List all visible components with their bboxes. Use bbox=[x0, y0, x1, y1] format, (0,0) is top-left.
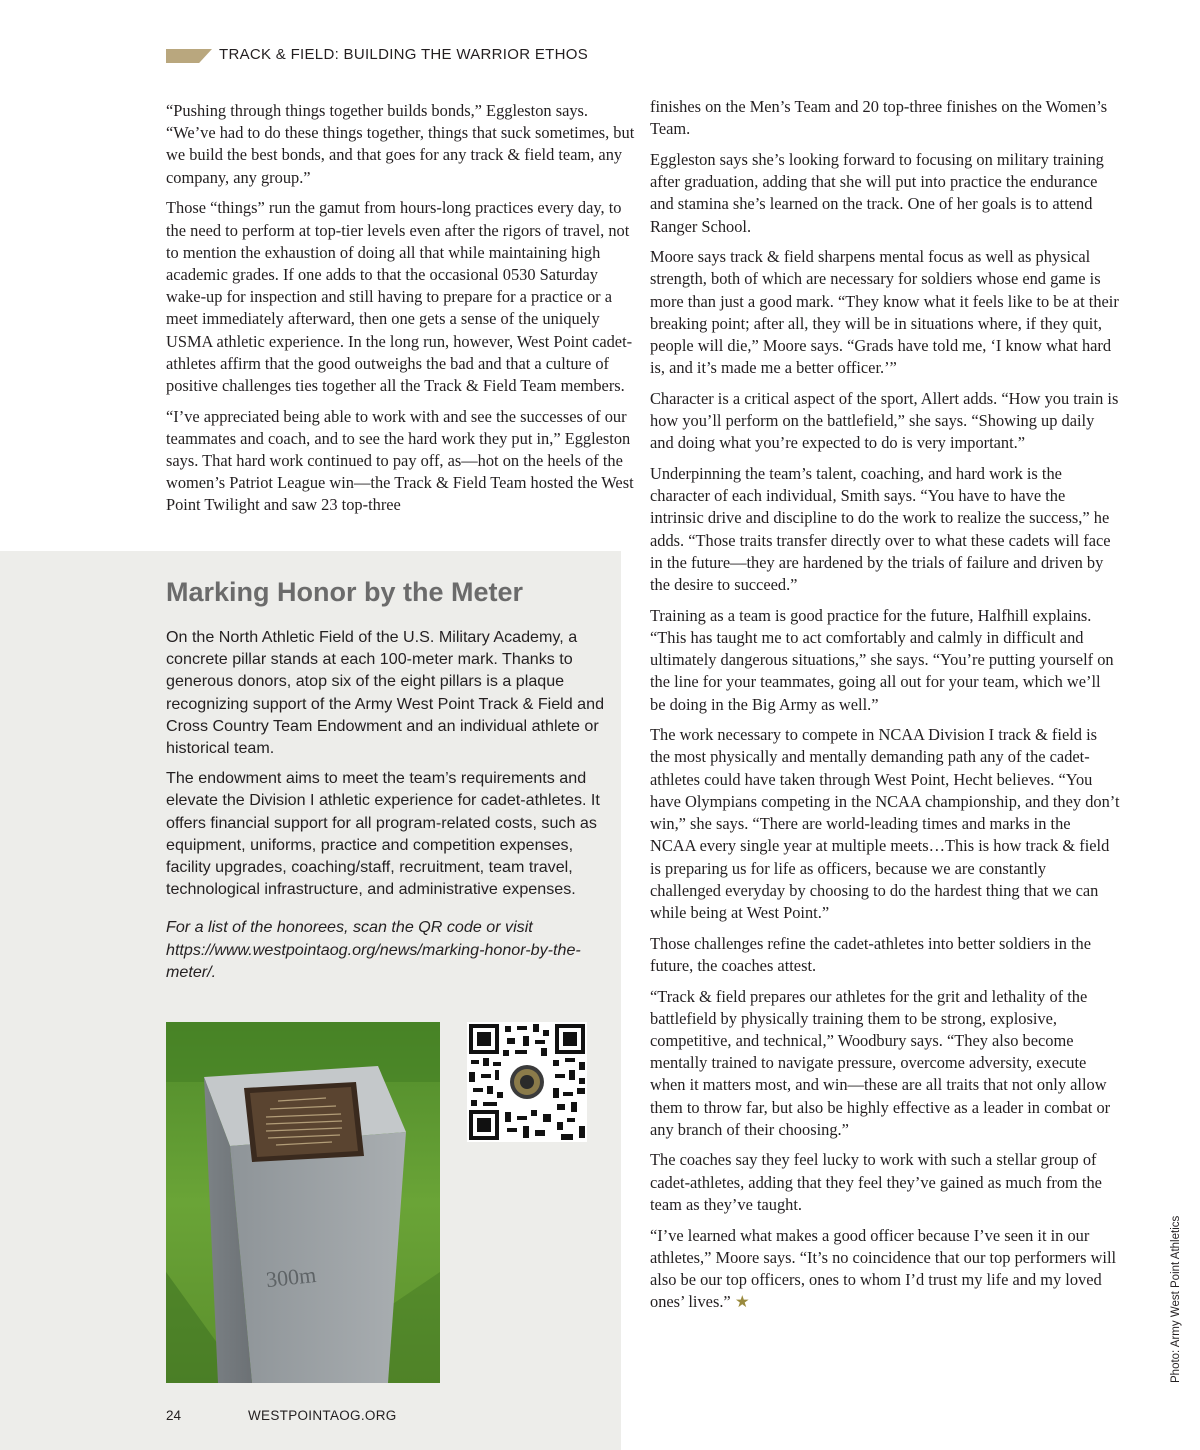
photo-credit: Photo: Army West Point Athletics bbox=[1170, 1215, 1182, 1383]
right-paragraph-8: Those challenges refine the cadet-athletes into better soldiers in the future, the coaches attest. bbox=[650, 933, 1092, 975]
right-paragraph-3: Moore says track & field sharpens mental focus as well as physical strength, both of which are necessary for soldiers whose end game is more than just a good mark. “They know what it feels like to be at their breaking point; after all, they will be in situations where, if they quit, people will die,” Moore says. “Grads have told me, ‘I know what hard is, and it’s made me a better officer.’” bbox=[650, 247, 1119, 378]
sidebar-paragraph-1: On the North Athletic Field of the U.S. Military Academy, a concrete pillar stands at each 100-meter mark. Thanks to generous donors, atop six of the eight pillars is a plaque recognizing support of the Army West Point Track & Field and Cross Country Team Endowment and an individual athlete or historical team. bbox=[166, 628, 605, 758]
right-column bbox=[650, 96, 1120, 1322]
left-column bbox=[166, 100, 638, 525]
right-paragraph-4: Character is a critical aspect of the sport, Allert adds. “How you train is how you’ll perform on the battlefield,” she says. “Showing up daily and doing what you’re expected to do is very important.” bbox=[650, 388, 1119, 453]
header-accent-bar bbox=[166, 49, 212, 63]
final-quote-text: “I’ve learned what makes a good officer because I’ve seen it in our athletes,” Moore says. “It’s no coincidence that our top performers will also be our top officers, ones to whom I’d trust my life and my loved ones’ lives.” bbox=[650, 1225, 1117, 1312]
right-paragraph-2: Eggleston says she’s looking forward to focusing on military training after graduation, adding that she will put into practice the endurance and stamina she’s learned on the track. One of her goals is to attend Ranger School. bbox=[650, 149, 1104, 236]
sidebar-title: Marking Honor by the Meter bbox=[166, 577, 524, 607]
right-paragraph-9: “Track & field prepares our athletes for the grit and lethality of the battlefield by physically training them to be strong, explosive, competitive, and technical,” Woodbury says. “They also become mentally trained to navigate pressure, overcome adversity, execute when it matters most, and win—these are all traits that not only allow them to throw far, but also be highly effective as a leader in combat or any branch of their choosing.” bbox=[650, 986, 1111, 1139]
right-paragraph-6: Training as a team is good practice for the future, Halfhill explains. “This has taught me to act comfortably and calmly in difficult and ultimately dangerous situations,” she says. “You’re putting yourself on the line for your teammates, going all out for your team, which we’ll be doing in the Big Army as well.” bbox=[650, 605, 1114, 714]
right-paragraph-10: The coaches say they feel lucky to work with such a stellar group of cadet-athletes, adding that they feel they’ve gained as much from the team as they’ve taught. bbox=[650, 1150, 1102, 1214]
page-number: 24 bbox=[166, 1408, 182, 1423]
section-header: TRACK & FIELD: BUILDING THE WARRIOR ETHOS bbox=[219, 46, 589, 63]
pillar-photo bbox=[166, 1022, 440, 1383]
left-paragraph-2: Those “things” run the gamut from hours-long practices every day, to the need to perform at top-tier levels even after the rigors of travel, not to mention the exhaustion of doing all that while maintaining high academic grades. If one adds to that the occasional 0530 Saturday wake-up for inspection and still having to prepare for a practice or a meet immediately afterward, then one gets a sense of the uniquely USMA athletic experience. In the long run, however, West Point cadet-athletes affirm that the good outweighs the bad and that a culture of positive challenges ties together all the Track & Field Team members. bbox=[166, 198, 633, 395]
sidebar-body bbox=[166, 626, 606, 991]
right-paragraph-7: The work necessary to compete in NCAA Division I track & field is the most physically and mentally demanding path any of the cadet-athletes could have taken through West Point, Hecht believes. “You have Olympians competing in the NCAA championship, and they don’t win,” she says. “There are world-leading times and marks in the NCAA every single year at multiple meets…This is how track & field is preparing us for life as officers, because we are constantly challenged everyday by choosing to do the hardest thing that we can while being at West Point.” bbox=[650, 725, 1120, 922]
right-paragraph-final bbox=[650, 1225, 1120, 1314]
footer-site[interactable]: WESTPOINTAOG.ORG bbox=[248, 1408, 397, 1423]
left-paragraph-1: “Pushing through things together builds bonds,” Eggleston says. “We’ve had to do these things together, things that suck sometimes, but we build the best bonds, and that goes for any track & field team, any company, any group.” bbox=[166, 101, 635, 187]
star-icon: ★ bbox=[734, 1292, 750, 1312]
right-paragraph-5: Underpinning the team’s talent, coaching, and hard work is the character of each individual, Smith says. “You have to have the intrinsic drive and discipline to do the work to realize the success,” he adds. “Those traits transfer directly over to what these cadets will face in the future—they are hardened by the trials of failure and driven by the desire to succeed.” bbox=[650, 464, 1111, 595]
sidebar-link-note[interactable]: For a list of the honorees, scan the QR code or visit https://www.westpointaog.org/news/marking-honor-by-the-meter/. bbox=[166, 918, 581, 981]
left-paragraph-3: “I’ve appreciated being able to work with and see the successes of our teammates and coach, and to see the hard work they put in,” Eggleston says. That hard work continued to pay off, as—hot on the heels of the women’s Patriot League win—the Track & Field Team hosted the West Point Twilight and saw 23 top-three bbox=[166, 406, 634, 515]
qr-code[interactable] bbox=[467, 1022, 587, 1142]
sidebar-paragraph-2: The endowment aims to meet the team’s requirements and elevate the Division I athletic experience for cadet-athletes. It offers financial support for all program-related costs, such as equipment, uniforms, practice and competition expenses, facility upgrades, coaching/staff, recruitment, team travel, technological infrastructure, and administrative expenses. bbox=[166, 769, 600, 899]
pillar-marker-text: 300m bbox=[264, 1261, 318, 1293]
right-paragraph-1: finishes on the Men’s Team and 20 top-three finishes on the Women’s Team. bbox=[650, 97, 1108, 139]
